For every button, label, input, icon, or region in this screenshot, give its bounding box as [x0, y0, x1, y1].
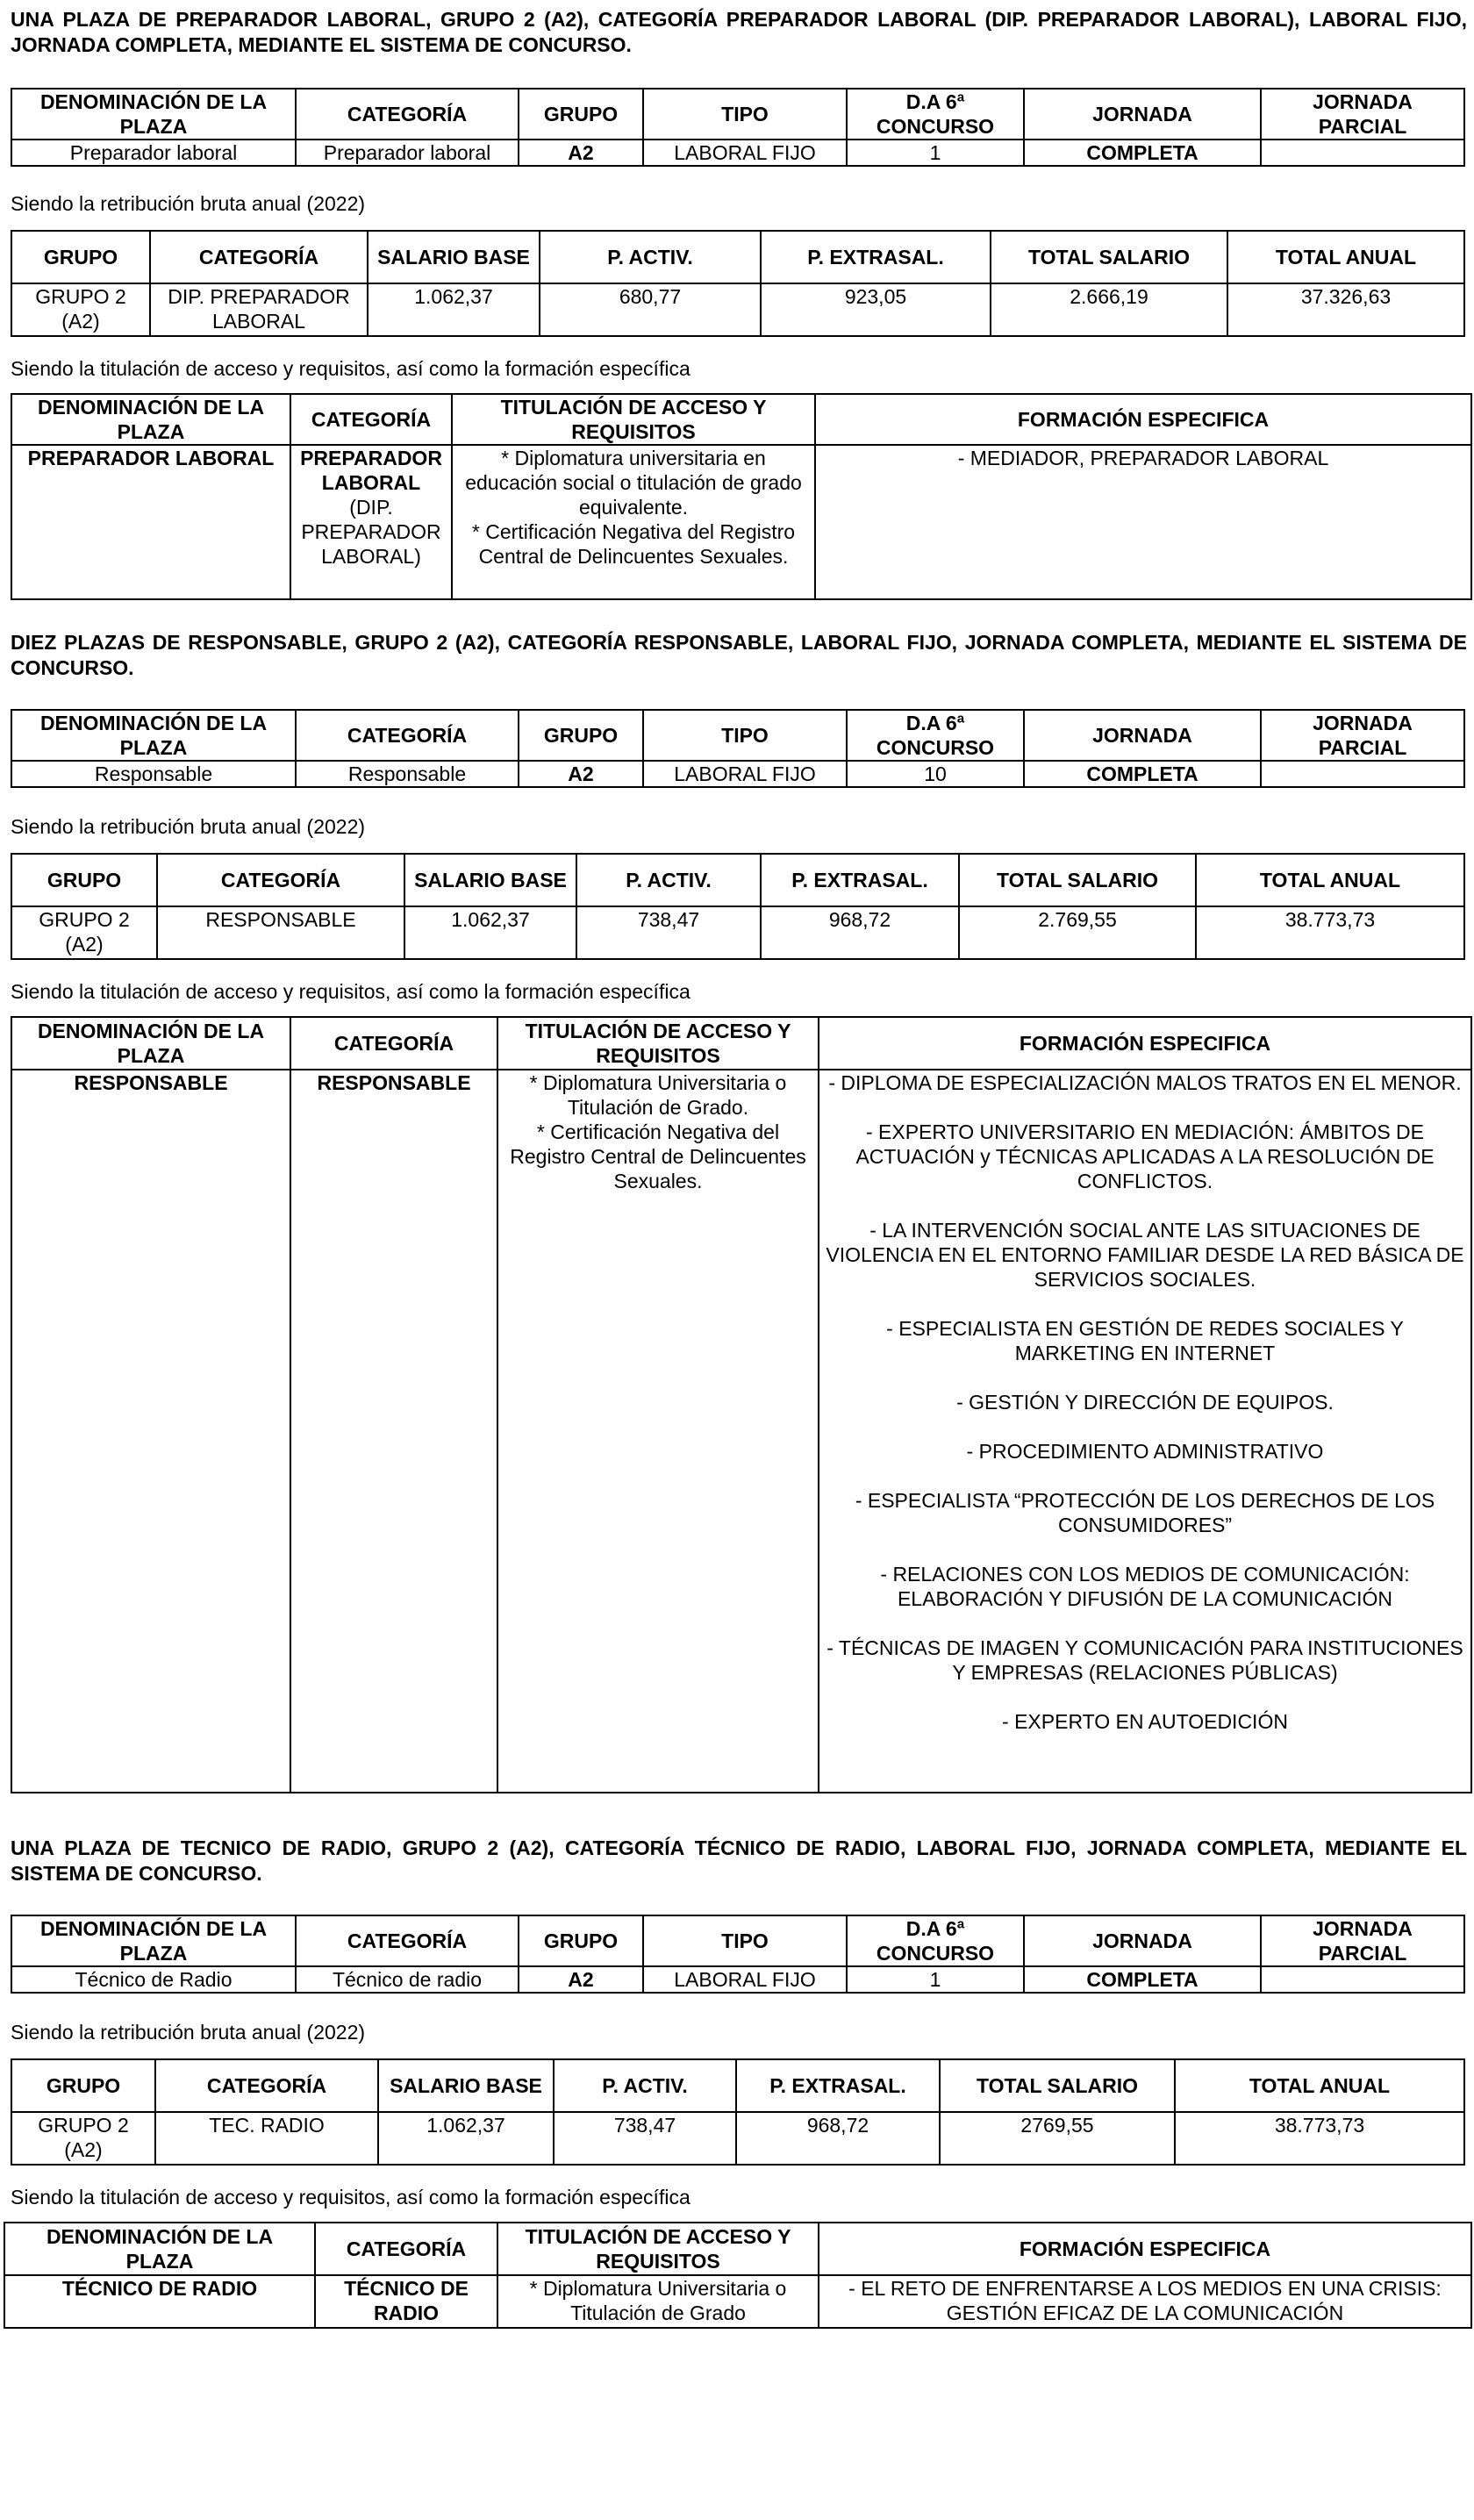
col-header: DENOMINACIÓN DE LA PLAZA — [4, 2223, 315, 2275]
formacion-item: - ESPECIALISTA “PROTECCIÓN DE LOS DERECHOS DE LOS CONSUMIDORES” — [855, 1489, 1435, 1536]
table-cell: 1 — [847, 140, 1024, 166]
col-header: TOTAL ANUAL — [1175, 2059, 1464, 2112]
table-cell: 680,77 — [540, 283, 761, 336]
col-header: TOTAL ANUAL — [1196, 854, 1464, 906]
requirements-table — [4, 2222, 1472, 2329]
table-cell: LABORAL FIJO — [643, 140, 847, 166]
requisito-item: * Certificación Negativa del Registro Central de Delincuentes Sexuales. — [471, 520, 796, 568]
table-cell: 38.773,73 — [1175, 2112, 1464, 2165]
col-header: JORNADA — [1024, 710, 1261, 761]
table-cell: 2.666,19 — [991, 283, 1227, 336]
table-cell: LABORAL FIJO — [643, 761, 847, 787]
table-cell: GRUPO 2 (A2) — [11, 906, 157, 959]
col-header: CATEGORÍA — [290, 1017, 497, 1070]
table-cell: GRUPO 2 (A2) — [11, 283, 150, 336]
formacion-item: - ESPECIALISTA EN GESTIÓN DE REDES SOCIALES Y MARKETING EN INTERNET — [886, 1317, 1404, 1364]
retribution-table — [11, 230, 1465, 337]
categoria-label: PREPARADOR LABORAL — [300, 447, 442, 494]
formacion-item: - TÉCNICAS DE IMAGEN Y COMUNICACIÓN PARA INSTITUCIONES Y EMPRESAS (RELACIONES PÚBLICAS) — [826, 1636, 1463, 1684]
table-cell — [1261, 761, 1464, 787]
col-header: JORNADA PARCIAL — [1261, 1915, 1464, 1966]
table-cell: RESPONSABLE — [11, 1070, 290, 1793]
table-cell: RESPONSABLE — [157, 906, 404, 959]
table-cell: 1.062,37 — [368, 283, 540, 336]
table-cell: Técnico de radio — [296, 1966, 519, 1993]
formacion-cell — [815, 445, 1471, 599]
section-heading: DIEZ PLAZAS DE RESPONSABLE, GRUPO 2 (A2), CATEGORÍA RESPONSABLE, LABORAL FIJO, JORNADA COMPLETA, MEDIANTE EL SISTEMA DE CONCURSO. — [11, 631, 1467, 679]
table-cell: COMPLETA — [1024, 140, 1261, 166]
col-header: FORMACIÓN ESPECIFICA — [819, 1017, 1471, 1070]
col-header: TOTAL SALARIO — [991, 231, 1227, 283]
col-header: CATEGORÍA — [296, 1915, 519, 1966]
table-cell — [1261, 140, 1464, 166]
caption: Siendo la retribución bruta anual (2022) — [11, 192, 366, 215]
col-header: DENOMINACIÓN DE LA PLAZA — [11, 710, 296, 761]
col-header: TIPO — [643, 710, 847, 761]
formacion-cell — [819, 2275, 1471, 2328]
col-header: GRUPO — [11, 2059, 155, 2112]
col-header: TOTAL ANUAL — [1227, 231, 1464, 283]
col-header: JORNADA PARCIAL — [1261, 89, 1464, 140]
col-header: CATEGORÍA — [315, 2223, 497, 2275]
table-cell: 738,47 — [554, 2112, 736, 2165]
table-cell: 2.769,55 — [959, 906, 1196, 959]
caption: Siendo la titulación de acceso y requisitos, así como la formación específica — [11, 2186, 690, 2209]
requisito-item: * Diplomatura universitaria en educación social o titulación de grado equivalente. — [465, 447, 802, 519]
formacion-item: - MEDIADOR, PREPARADOR LABORAL — [957, 447, 1329, 469]
requisitos-cell — [452, 445, 815, 599]
col-header: D.A 6ª CONCURSO — [847, 89, 1024, 140]
categoria-cell — [315, 2275, 497, 2328]
col-header: CATEGORÍA — [296, 89, 519, 140]
caption: Siendo la titulación de acceso y requisitos, así como la formación específica — [11, 980, 690, 1003]
col-header: TIPO — [643, 1915, 847, 1966]
col-header: GRUPO — [519, 89, 643, 140]
formacion-item: - GESTIÓN Y DIRECCIÓN DE EQUIPOS. — [956, 1391, 1334, 1414]
requirements-table — [11, 1016, 1472, 1793]
table-cell: 738,47 — [576, 906, 761, 959]
table-cell: 2769,55 — [940, 2112, 1175, 2165]
col-header: JORNADA — [1024, 1915, 1261, 1966]
table-cell: PREPARADOR LABORAL — [11, 445, 290, 599]
col-header: CATEGORÍA — [150, 231, 368, 283]
col-header: TOTAL SALARIO — [940, 2059, 1175, 2112]
table-cell: DIP. PREPARADOR LABORAL — [150, 283, 368, 336]
col-header: GRUPO — [519, 1915, 643, 1966]
plaza-table — [11, 709, 1465, 788]
col-header: JORNADA PARCIAL — [1261, 710, 1464, 761]
table-cell: Responsable — [11, 761, 296, 787]
col-header: CATEGORÍA — [155, 2059, 378, 2112]
requisito-item: * Diplomatura Universitaria o Titulación de Grado. — [529, 1071, 787, 1119]
col-header: TITULACIÓN DE ACCESO Y REQUISITOS — [452, 394, 815, 445]
table-cell: 968,72 — [736, 2112, 940, 2165]
table-cell: COMPLETA — [1024, 1966, 1261, 1993]
table-cell: TEC. RADIO — [155, 2112, 378, 2165]
col-header: JORNADA — [1024, 89, 1261, 140]
requisito-item: * Diplomatura Universitaria o Titulación de Grado — [529, 2277, 787, 2324]
table-cell: Responsable — [296, 761, 519, 787]
col-header: P. ACTIV. — [554, 2059, 736, 2112]
table-cell: Técnico de Radio — [11, 1966, 296, 1993]
categoria-extra: (DIP. PREPARADOR LABORAL) — [301, 496, 441, 568]
retribution-table — [11, 853, 1465, 960]
table-cell: 1 — [847, 1966, 1024, 1993]
retribution-table — [11, 2058, 1465, 2166]
table-cell: 10 — [847, 761, 1024, 787]
table-cell: A2 — [519, 1966, 643, 1993]
col-header: TIPO — [643, 89, 847, 140]
table-cell: 1.062,37 — [378, 2112, 554, 2165]
section-heading: UNA PLAZA DE TECNICO DE RADIO, GRUPO 2 (A2), CATEGORÍA TÉCNICO DE RADIO, LABORAL FIJO, JORNADA COMPLETA, MEDIANTE EL SISTEMA DE CONCURSO. — [11, 1836, 1467, 1885]
formacion-item: - RELACIONES CON LOS MEDIOS DE COMUNICACIÓN: ELABORACIÓN Y DIFUSIÓN DE LA COMUNICACIÓN — [880, 1563, 1410, 1610]
plaza-table — [11, 1915, 1465, 1994]
categoria-label: TÉCNICO DE RADIO — [344, 2277, 469, 2324]
requisitos-cell — [497, 2275, 819, 2328]
col-header: DENOMINACIÓN DE LA PLAZA — [11, 1017, 290, 1070]
col-header: CATEGORÍA — [296, 710, 519, 761]
table-cell: 38.773,73 — [1196, 906, 1464, 959]
col-header: P. EXTRASAL. — [761, 231, 991, 283]
table-cell: LABORAL FIJO — [643, 1966, 847, 1993]
table-cell: Preparador laboral — [296, 140, 519, 166]
table-cell: Preparador laboral — [11, 140, 296, 166]
col-header: FORMACIÓN ESPECIFICA — [819, 2223, 1471, 2275]
formacion-item: - PROCEDIMIENTO ADMINISTRATIVO — [966, 1440, 1324, 1463]
formacion-item: - LA INTERVENCIÓN SOCIAL ANTE LAS SITUACIONES DE VIOLENCIA EN EL ENTORNO FAMILIAR DESDE LA RED BÁSICA DE SERVICIOS SOCIALES. — [826, 1219, 1464, 1291]
col-header: TITULACIÓN DE ACCESO Y REQUISITOS — [497, 1017, 819, 1070]
requisitos-cell — [497, 1070, 819, 1793]
col-header: DENOMINACIÓN DE LA PLAZA — [11, 394, 290, 445]
table-cell: 968,72 — [761, 906, 959, 959]
col-header: GRUPO — [11, 854, 157, 906]
table-cell: TÉCNICO DE RADIO — [4, 2275, 315, 2328]
col-header: CATEGORÍA — [290, 394, 452, 445]
col-header: TOTAL SALARIO — [959, 854, 1196, 906]
col-header: P. EXTRASAL. — [736, 2059, 940, 2112]
col-header: FORMACIÓN ESPECIFICA — [815, 394, 1471, 445]
requisito-item: * Certificación Negativa del Registro Central de Delincuentes Sexuales. — [510, 1120, 806, 1192]
col-header: P. ACTIV. — [576, 854, 761, 906]
table-cell: GRUPO 2 (A2) — [11, 2112, 155, 2165]
col-header: P. EXTRASAL. — [761, 854, 959, 906]
plaza-table — [11, 88, 1465, 167]
categoria-cell — [290, 445, 452, 599]
formacion-item: - EXPERTO EN AUTOEDICIÓN — [1002, 1710, 1288, 1733]
col-header: D.A 6ª CONCURSO — [847, 710, 1024, 761]
col-header: CATEGORÍA — [157, 854, 404, 906]
table-cell: A2 — [519, 140, 643, 166]
caption: Siendo la retribución bruta anual (2022) — [11, 815, 366, 838]
formacion-item: - DIPLOMA DE ESPECIALIZACIÓN MALOS TRATOS EN EL MENOR. — [828, 1071, 1462, 1094]
col-header: SALARIO BASE — [368, 231, 540, 283]
requirements-table — [11, 393, 1472, 600]
table-cell: 923,05 — [761, 283, 991, 336]
section-heading: UNA PLAZA DE PREPARADOR LABORAL, GRUPO 2 (A2), CATEGORÍA PREPARADOR LABORAL (DIP. PREPARADOR LABORAL), LABORAL FIJO, JORNADA COMPLETA, MEDIANTE EL SISTEMA DE CONCURSO. — [11, 8, 1467, 56]
caption: Siendo la retribución bruta anual (2022) — [11, 2021, 366, 2044]
col-header: GRUPO — [11, 231, 150, 283]
col-header: GRUPO — [519, 710, 643, 761]
col-header: DENOMINACIÓN DE LA PLAZA — [11, 1915, 296, 1966]
col-header: P. ACTIV. — [540, 231, 761, 283]
table-cell: 37.326,63 — [1227, 283, 1464, 336]
col-header: TITULACIÓN DE ACCESO Y REQUISITOS — [497, 2223, 819, 2275]
table-cell: COMPLETA — [1024, 761, 1261, 787]
categoria-cell — [290, 1070, 497, 1793]
caption: Siendo la titulación de acceso y requisitos, así como la formación específica — [11, 357, 690, 380]
formacion-cell — [819, 1070, 1471, 1793]
formacion-item: - EXPERTO UNIVERSITARIO EN MEDIACIÓN: ÁMBITOS DE ACTUACIÓN y TÉCNICAS APLICADAS A LA RESOLUCIÓN DE CONFLICTOS. — [855, 1120, 1435, 1192]
formacion-item: - EL RETO DE ENFRENTARSE A LOS MEDIOS EN UNA CRISIS: GESTIÓN EFICAZ DE LA COMUNICACIÓN — [848, 2277, 1442, 2324]
categoria-label: RESPONSABLE — [317, 1071, 471, 1094]
table-cell: 1.062,37 — [404, 906, 576, 959]
col-header: SALARIO BASE — [378, 2059, 554, 2112]
table-cell — [1261, 1966, 1464, 1993]
table-cell: A2 — [519, 761, 643, 787]
col-header: DENOMINACIÓN DE LA PLAZA — [11, 89, 296, 140]
col-header: SALARIO BASE — [404, 854, 576, 906]
col-header: D.A 6ª CONCURSO — [847, 1915, 1024, 1966]
